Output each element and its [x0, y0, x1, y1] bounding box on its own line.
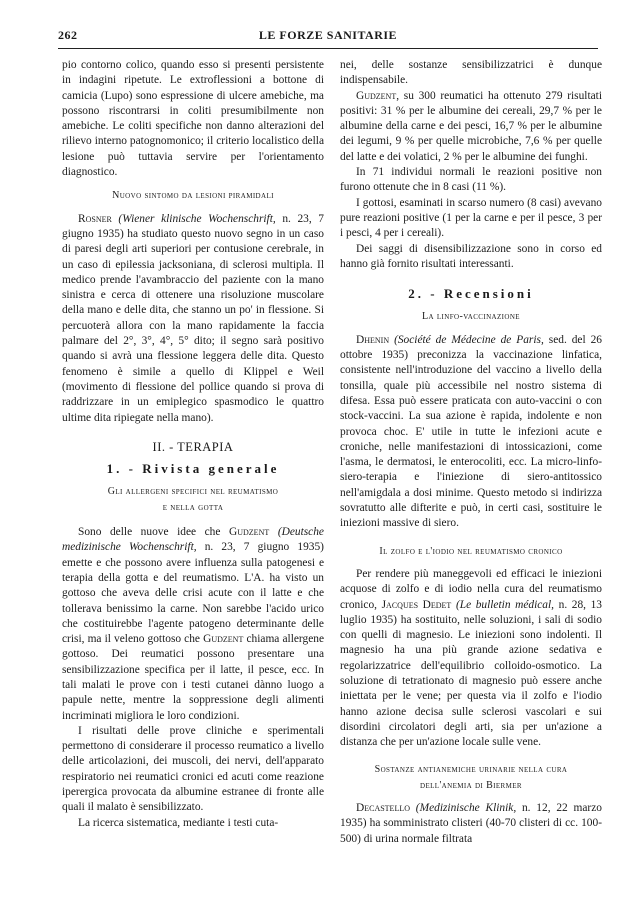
section-title: II. - TERAPIA [152, 439, 234, 454]
paragraph [62, 212, 324, 426]
header-rule [58, 48, 598, 49]
paragraph: La ricerca sistematica, mediante i testi cuta- [78, 816, 279, 829]
subsection-title: 1. - Rivista generale [106, 461, 280, 477]
article-heading: Sostanze antianemiche urinarie nella cura [374, 764, 568, 776]
paragraph-text: chiama allergene gottoso. Dei reumatici possono presentare una sensibilizzazione specifica per il latte, il pesce, ecc. In tali malati le prove con i testi cutanei dànno luogo a papule nette, mentre la soppressione degli alimenti incriminati migliora le loro condizioni. [62, 633, 325, 722]
article-heading-line2: dell'anemia di Biermer [420, 779, 522, 791]
article-heading-line2: e nella gotta [162, 501, 224, 513]
paragraph: Dei saggi di disensibilizzazione sono in corso ed hanno già fornito risultati interessanti. [340, 242, 602, 270]
journal-citation: (Wiener klinische Wochenschrift, [118, 212, 276, 225]
subsection-title: 2. - Recensioni [408, 286, 534, 302]
author-name: Rosner [78, 212, 112, 225]
paragraph-text: n. 23, 7 giugno 1935) emette e che possono avere influenza sulla patogenesi e terapia della gotta e del reumatismo. L'A. ha visto un gottoso che aveva delle crisi acute con il latte e che tollerava benissimo la carne. Non sarebbe l'acido urico che costituirebbe l'agente patogeno determinante delle crisi, ma il veleno gottoso che [62, 541, 324, 646]
page-number: 262 [58, 28, 78, 42]
paragraph: nei, delle sostanze sensibilizzatrici è dunque indispensabile. [340, 59, 602, 87]
running-title: LE FORZE SANITARIE [258, 28, 398, 42]
journal-citation: (Medizinische Klinik, [415, 802, 517, 815]
article-heading: Il zolfo e l'iodio nel reumatismo cronico [379, 545, 563, 557]
page-header [58, 28, 598, 46]
author-name: Decastello [356, 802, 410, 815]
paragraph: I gottosi, esaminati in scarso numero (8 casi) avevano pure reazioni positive (1 per la carne e per il pesce, 3 per i pesci, 4 per i cereali). [340, 196, 602, 240]
paragraph [62, 525, 324, 724]
paragraph [340, 89, 602, 165]
left-column [62, 58, 324, 831]
journal-citation: (Deutsche medizinische Wochenschrift, [62, 526, 324, 554]
author-name: Gudzent, [356, 89, 400, 102]
author-name: Gudzent [229, 526, 270, 539]
paragraph-text: n. 28, 13 luglio 1935) ha sostituito, nelle soluzioni, i sali di sodio con quelli di magnesio. Le iniezioni sono indolenti. Il magnesio ha una più grande azione sedativa e regolarizzatrice dell'equilibrio colloido-osmotico. La soluzione di tetrationato di magnesio può essere anche iniettata per le vene; per questa via il zolfo e l'iodio hanno azione decisa sulle sclerosi vascolari e sui disordini circolatori degli arti, sia per un'azione a distanza che per un'azione locale sulle vene. [340, 598, 603, 749]
article-heading: Nuovo sintomo da lesioni piramidali [112, 190, 274, 202]
paragraph-text: n. 23, 7 giugno 1935) ha studiato questo nuovo segno in un caso di paresi degli arti superiori per contusione cerebrale, in un caso di epilessia jacksoniana, di sclerosi multipla. Il medico prende l'avambraccio del paziente con la mano sinistra e cerca di ottenere una risoluzione muscolare della mano e delle dita, che stanno un po' in flessione. Si percuoterà allora con la mano rapidamente la faccia palmare del 2°, 3°, 4°, 5° dito; il segno sarà positivo quando si avrà una flessione leggera delle dita. Questo fenomeno è simile a quello di Klippel e Weil (movimento di flessione del pollice quando si prova di raddrizzare in un emiplegico spasmodico le quattro ultime dita ripiegate nella mano). [62, 212, 324, 424]
paragraph: I risultati delle prove cliniche e sperimentali permettono di considerare il processo reumatico a livello delle articolazioni, dei muscoli, dei nervi, dell'apparato respiratorio nei reumatici cronici ed acuti come reazione iperergica provocata da albumine estranee di fronte alle quali il malato è sensibilizzato. [62, 724, 324, 814]
article-heading: Gli allergeni specifici nel reumatismo [107, 486, 279, 498]
paragraph [340, 567, 602, 751]
paragraph-text: n. 12, 22 marzo 1935) ha somministrato clisteri (40-70 clisteri di cc. 100-500) di urina normale filtrata [340, 802, 602, 845]
author-name: Jacques Dedet [381, 598, 452, 611]
paragraph: pio contorno colico, quando esso si presenti persistente in indagini ripetute. Le extroflessioni a bottone di camicia (Lupo) sono espressione di ulcere amebiche, ma possono riscontrarsi in coliti presumibilmente non amebiche. Le coliti specifiche non danno alterazioni del rilievo interno patognomonico; il criterio localistico della lesione può tuttavia servire per l'orientamento diagnostico. [62, 59, 324, 179]
paragraph [340, 801, 602, 847]
author-name: Dhenin [356, 333, 390, 346]
journal-citation: (Société de Médecine de Paris, [394, 333, 544, 346]
paragraph-text: su 300 reumatici ha ottenuto 279 risultati positivi: 31 % per le albumine dei cereali, 29,7 % per le albumine della carne e dei pesci, 16,7 % per le albumine dei legumi, 9 % per quelle microbiche, 7,6 % per quelle del latte e dei volatici, 2 % per le albumine dei funghi. [340, 89, 602, 163]
paragraph-text: Per rendere più maneggevoli ed efficaci le iniezioni acquose di zolfo e di iodio nella cura del reumatismo cronico, [340, 567, 602, 611]
author-name: Gudzent [203, 633, 244, 646]
paragraph-text: Sono delle nuove idee che [78, 526, 221, 539]
paragraph-text: sed. del 26 ottobre 1935) preconizza la vaccinazione linfatica, consistente nell'introduzione del vaccino a livello della tonsilla, quale più accessibile nel nostro sistema di difesa. Essa può essere praticata con auto-vaccini o con stock-vaccini. La sua azione è rapida, indolente e non provoca choc. E' utile in tutte le infezioni acute e croniche, nelle manifestazioni di intossicazioni, come l'asma, le dermatosi, le enterocoliti, ecc. La micro-linfo-siero-terapia e l'iniezione di siero-antitossico nell'amigdala a dosi minime. Questo metodo si indirizza sovratutto alle difterite e può, in certi casi, sostituire le iniezioni massive di siero. [340, 333, 602, 530]
paragraph: In 71 individui normali le reazioni positive non furono ottenute che in 8 casi (11 %). [340, 166, 602, 194]
journal-citation: (Le bulletin médical, [455, 598, 555, 611]
paragraph [340, 333, 602, 532]
article-heading: La linfo-vaccinazione [422, 311, 520, 323]
right-column [340, 58, 602, 847]
